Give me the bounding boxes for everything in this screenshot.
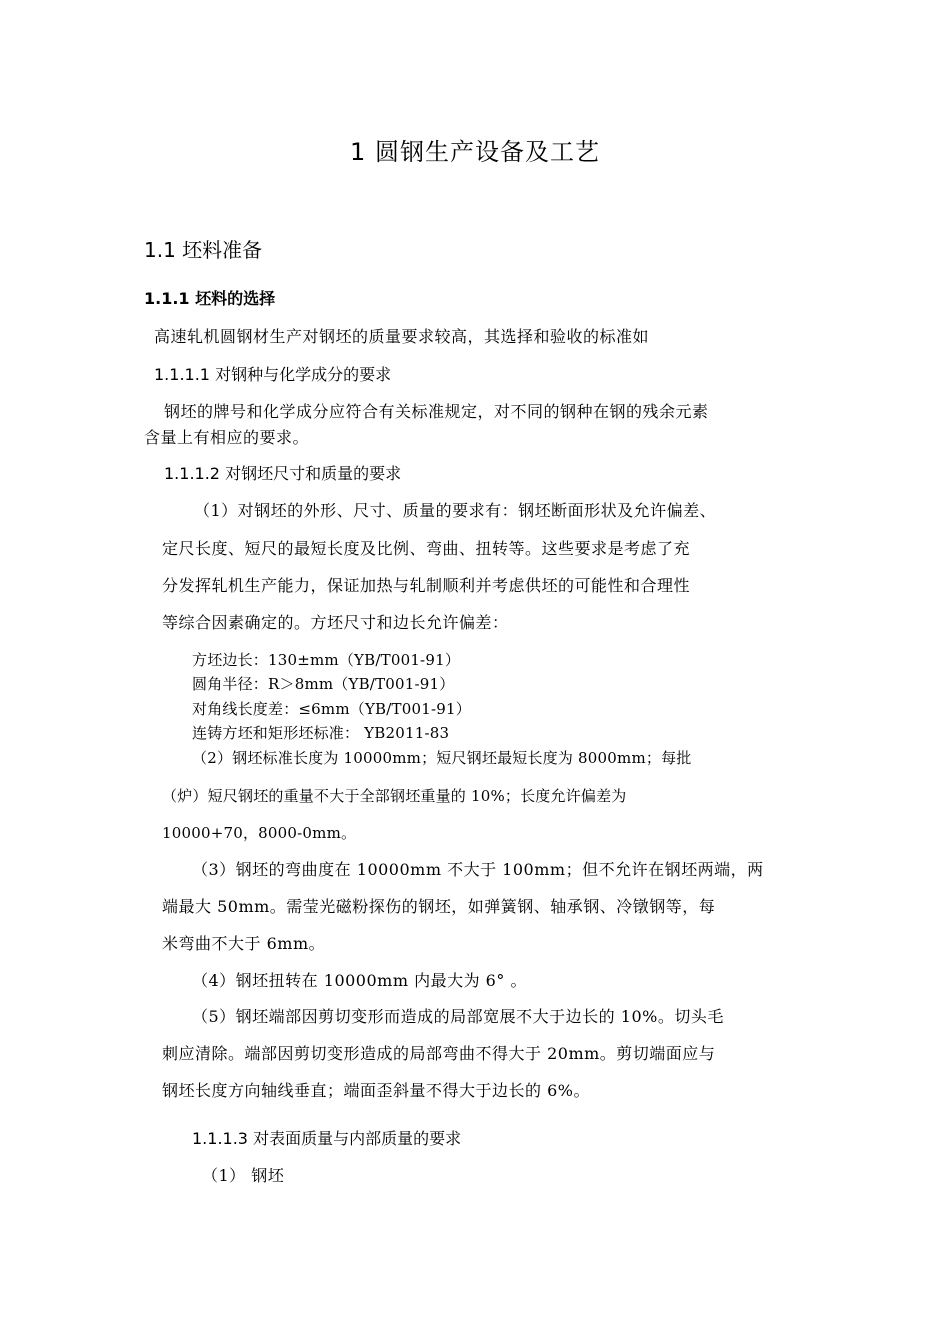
paragraph-3-line-2: 端最大 50mm。需莹光磁粉探伤的钢坯，如弹簧钢、轴承钢、冷镦钢等，每 xyxy=(162,897,716,916)
paragraph-1-line-4: 等综合因素确定的。方坯尺寸和边长允许偏差： xyxy=(162,613,509,632)
paragraph-5-line-1: （5）钢坯端部因剪切变形而造成的局部宽展不大于边长的 10%。切头毛 xyxy=(192,1007,724,1026)
section-heading-1-1: 1.1 坯料准备 xyxy=(144,238,263,262)
section-heading-1-1-1-3: 1.1.1.3 对表面质量与内部质量的要求 xyxy=(192,1129,462,1148)
paragraph-5-line-2: 刺应清除。端部因剪切变形造成的局部弯曲不得大于 20mm。剪切端面应与 xyxy=(162,1044,716,1063)
paragraph-2-line-3: 10000+70，8000-0mm。 xyxy=(162,824,357,842)
section-heading-1-1-1-1: 1.1.1.1 对钢种与化学成分的要求 xyxy=(154,365,392,384)
paragraph-2-line-2: （炉）短尺钢坯的重量不大于全部钢坯重量的 10%；长度允许偏差为 xyxy=(162,787,627,805)
spec-continuous-cast-standard: 连铸方坯和矩形坯标准： YB2011-83 xyxy=(192,724,450,742)
spec-diagonal-difference: 对角线长度差：≤6mm（YB/T001-91） xyxy=(192,700,471,718)
paragraph-3-line-3: 米弯曲不大于 6mm。 xyxy=(162,934,326,953)
section-1-1-1-intro: 高速轧机圆钢材生产对钢坯的质量要求较高，其选择和验收的标准如 xyxy=(154,327,650,346)
paragraph-1-line-2: 定尺长度、短尺的最短长度及比例、弯曲、扭转等。这些要求是考虑了充 xyxy=(162,539,691,558)
paragraph-1-line-1: （1）对钢坯的外形、尺寸、质量的要求有：钢坯断面形状及允许偏差、 xyxy=(194,501,717,520)
spec-square-billet-side: 方坯边长：130±mm（YB/T001-91） xyxy=(192,651,461,669)
document-title: 1 圆钢生产设备及工艺 xyxy=(350,138,600,166)
section-heading-1-1-1-2: 1.1.1.2 对钢坯尺寸和质量的要求 xyxy=(164,464,402,483)
paragraph-4-line-1: （4）钢坯扭转在 10000mm 内最大为 6° 。 xyxy=(192,971,527,990)
paragraph-1-line-3: 分发挥轧机生产能力，保证加热与轧制顺利并考虑供坯的可能性和合理性 xyxy=(162,576,691,595)
section-1-1-1-1-paragraph-line-1: 钢坯的牌号和化学成分应符合有关标准规定，对不同的钢种在钢的残余元素 xyxy=(164,402,709,421)
section-1-1-1-3-item-1: （1） 钢坯 xyxy=(202,1166,285,1185)
section-1-1-1-1-paragraph-line-2: 含量上有相应的要求。 xyxy=(144,428,310,447)
section-heading-1-1-1: 1.1.1 坯料的选择 xyxy=(144,289,276,308)
paragraph-5-line-3: 钢坯长度方向轴线垂直；端面歪斜量不得大于边长的 6%。 xyxy=(162,1081,590,1100)
spec-corner-radius: 圆角半径：R＞8mm（YB/T001-91） xyxy=(192,675,455,693)
paragraph-3-line-1: （3）钢坯的弯曲度在 10000mm 不大于 100mm；但不允许在钢坯两端，两 xyxy=(192,860,764,879)
paragraph-2-line-1: （2）钢坯标准长度为 10000mm；短尺钢坯最短长度为 8000mm；每批 xyxy=(192,749,692,767)
